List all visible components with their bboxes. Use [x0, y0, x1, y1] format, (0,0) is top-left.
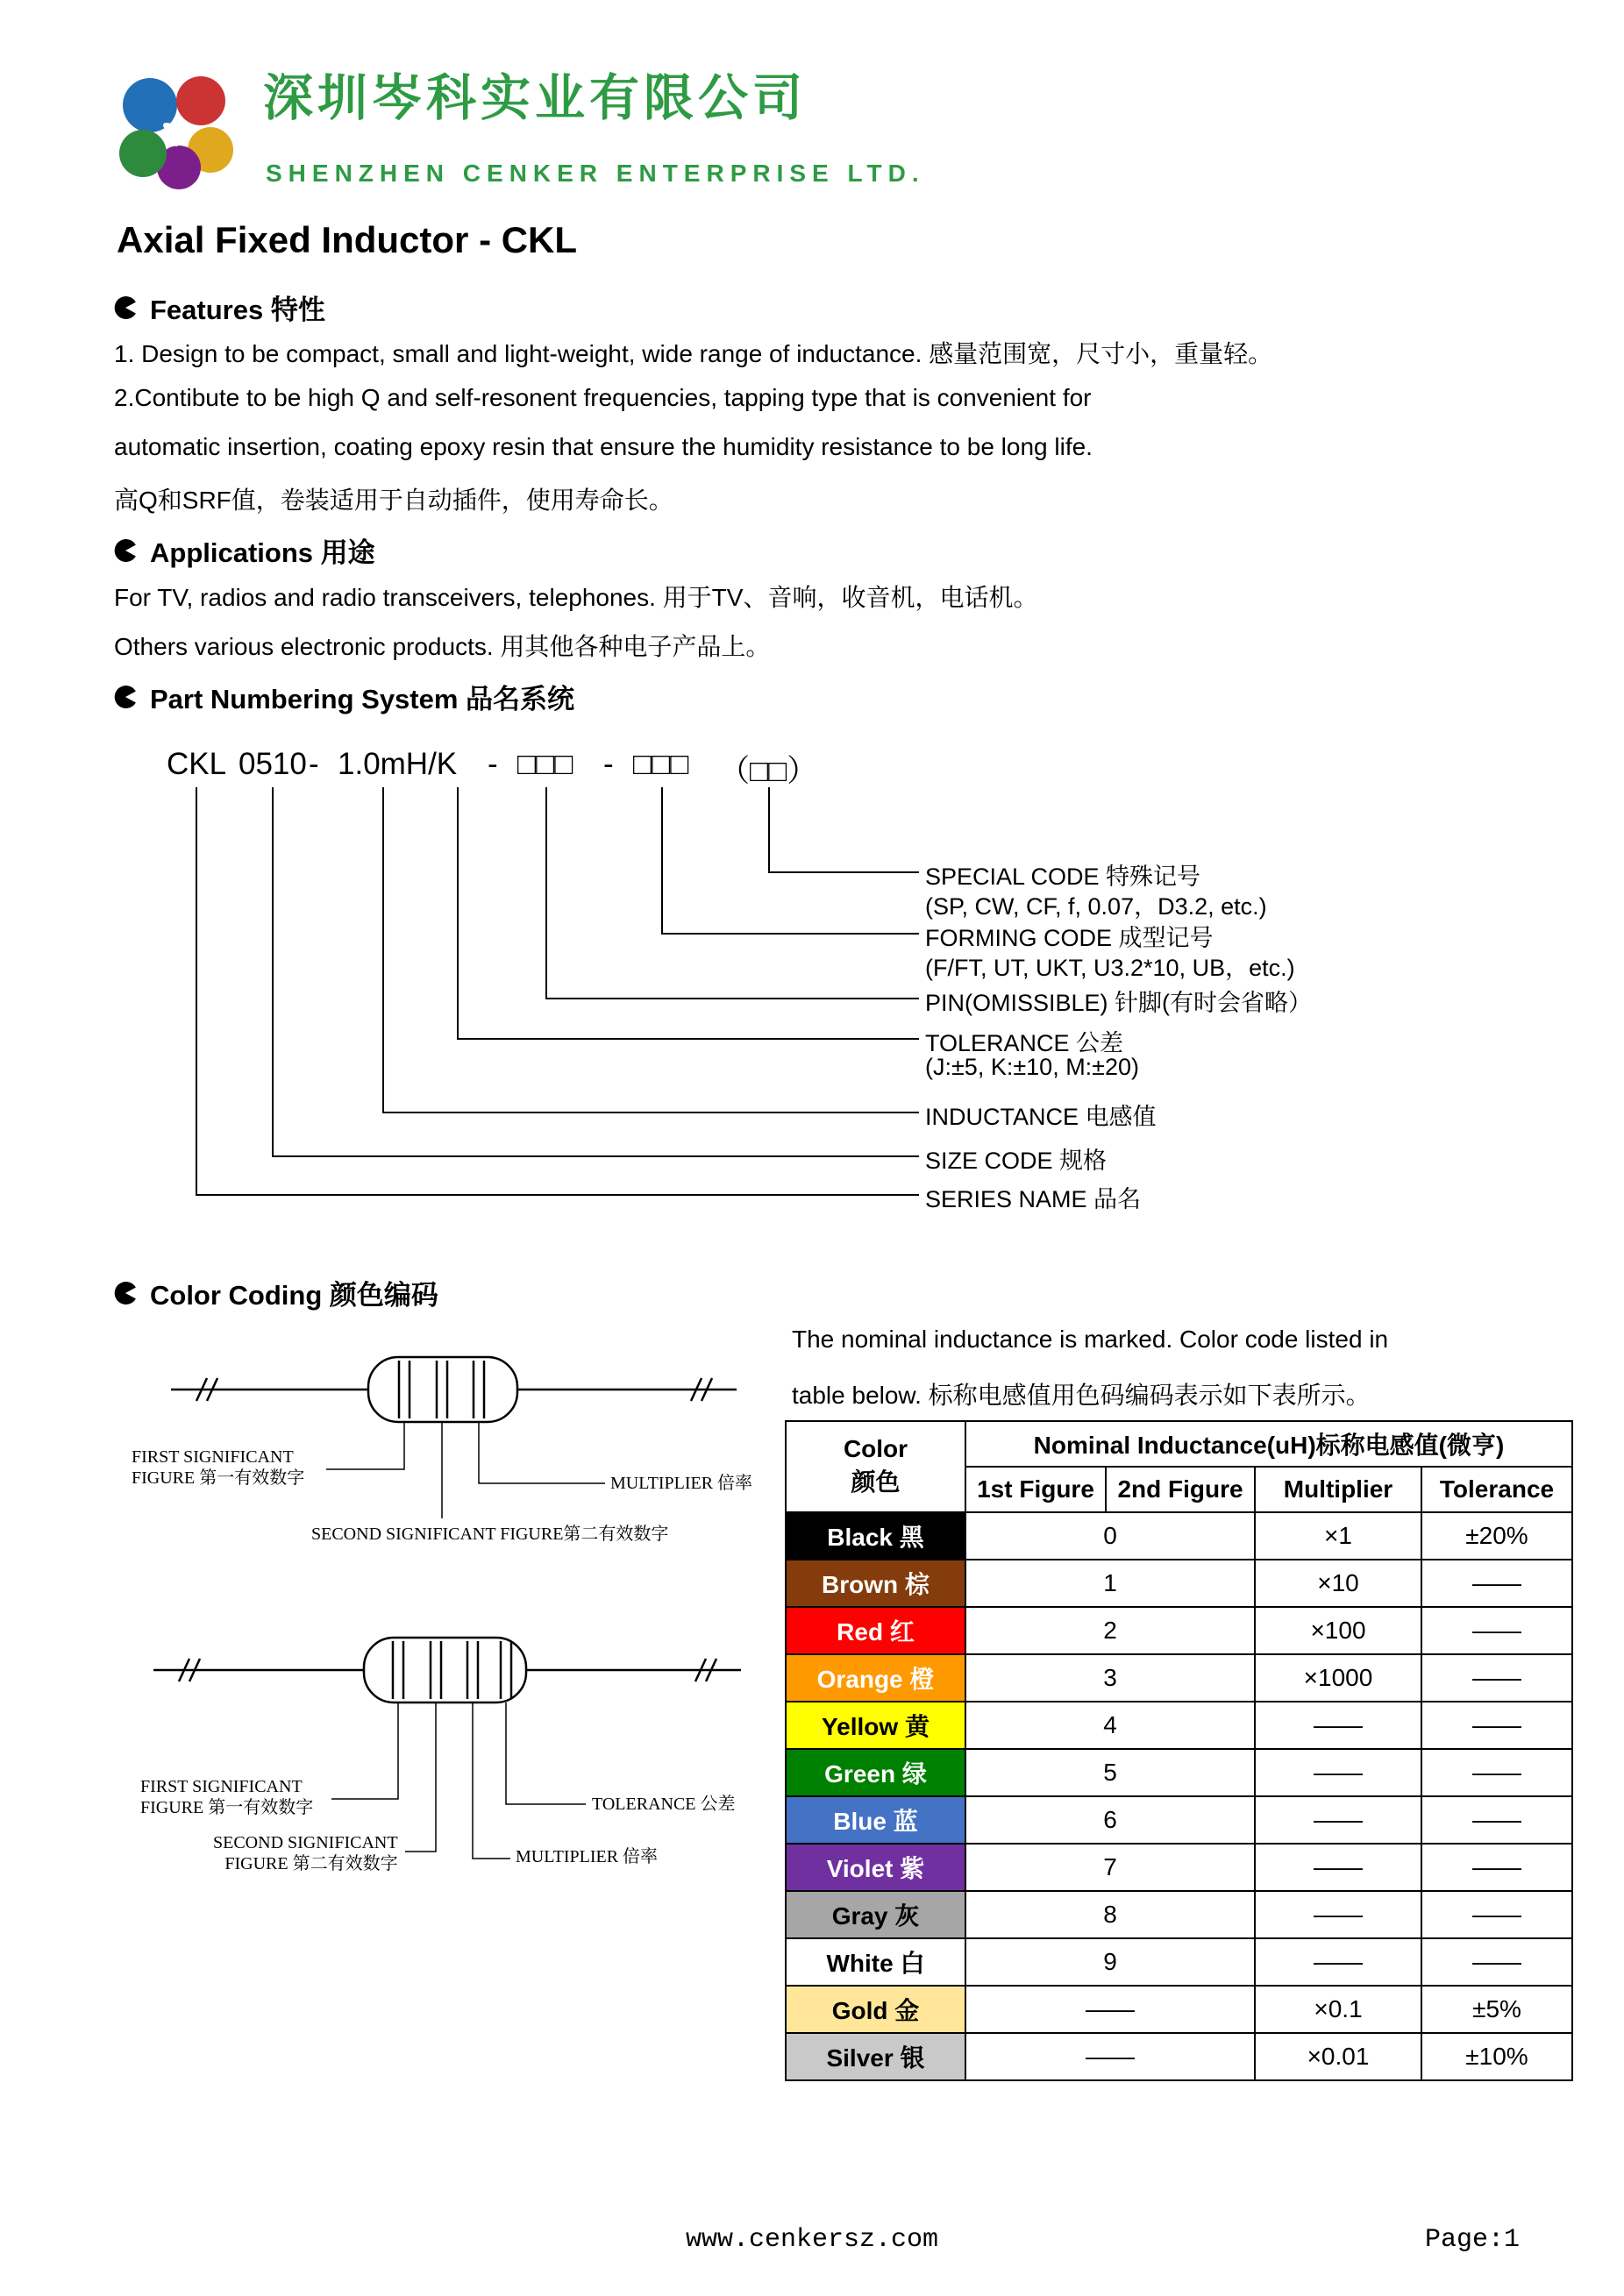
table-row-green — [786, 1749, 1572, 1796]
figure-cell: —— — [965, 2033, 1255, 2080]
callout-inductance: INDUCTANCE 电感值 — [925, 1104, 1157, 1130]
d1-first-line-2: FIGURE 第一有效数字 — [132, 1468, 305, 1488]
callout-pin: PIN(OMISSIBLE) 针脚(有时会省略） — [925, 990, 1313, 1016]
company-name-en: SHENZHEN CENKER ENTERPRISE LTD. — [266, 160, 925, 187]
multiplier-cell: ×1 — [1255, 1512, 1421, 1560]
figure-cell: 1 — [965, 1560, 1255, 1607]
figure-cell: 2 — [965, 1607, 1255, 1654]
multiplier-cell: —— — [1255, 1938, 1421, 1986]
tolerance-cell: —— — [1421, 1749, 1572, 1796]
table-row-black — [786, 1512, 1572, 1560]
color-name-cell: Silver 银 — [786, 2033, 965, 2080]
d1-first-significant-label — [132, 1447, 304, 1489]
d2-first-significant-label — [140, 1776, 313, 1818]
multiplier-cell: —— — [1255, 1749, 1421, 1796]
callout-series-name: SERIES NAME 品名 — [925, 1186, 1142, 1212]
footer-website: www.cenkersz.com — [685, 2225, 939, 2255]
tolerance-cell: —— — [1421, 1702, 1572, 1749]
figure-cell: 5 — [965, 1749, 1255, 1796]
d2-tolerance-label: TOLERANCE 公差 — [592, 1795, 736, 1814]
table-row-blue — [786, 1796, 1572, 1844]
tolerance-cell: —— — [1421, 1796, 1572, 1844]
multiplier-cell: —— — [1255, 1844, 1421, 1891]
tolerance-cell: —— — [1421, 1891, 1572, 1938]
color-name-cell: Yellow 黄 — [786, 1702, 965, 1749]
logo-petal-red — [176, 76, 225, 125]
color-header-en: Color — [843, 1435, 908, 1462]
nominal-inductance-header: Nominal Inductance(uH)标称电感值(微亨) — [965, 1421, 1572, 1467]
applications-line-1: For TV, radios and radio transceivers, telephones. 用于TV、音响，收音机，电话机。 — [114, 584, 1038, 611]
color-coding-heading — [114, 1273, 438, 1312]
figure-cell: 3 — [965, 1654, 1255, 1702]
header-1st-figure: 1st Figure — [965, 1467, 1106, 1512]
logo-petal-green — [119, 130, 167, 177]
color-coding-intro-2: table below. 标称电感值用色码编码表示如下表所示。 — [792, 1382, 1371, 1409]
table-row-gold — [786, 1986, 1572, 2033]
tolerance-cell: ±5% — [1421, 1986, 1572, 2033]
header-multiplier: Multiplier — [1255, 1467, 1421, 1512]
d1-second-significant-label: SECOND SIGNIFICANT FIGURE第二有效数字 — [311, 1525, 669, 1544]
callout-tolerance-detail: (J:±5, K:±10, M:±20) — [925, 1054, 1140, 1080]
applications-line-2: Others various electronic products. 用其他各种电子产品上。 — [114, 633, 771, 660]
features-line-1: 1. Design to be compact, small and light-weight, wide range of inductance. 感量范围宽，尺寸小，重量轻。 — [114, 340, 1273, 367]
d2-multiplier-label: MULTIPLIER 倍率 — [516, 1847, 659, 1866]
multiplier-cell: —— — [1255, 1891, 1421, 1938]
multiplier-cell: ×10 — [1255, 1560, 1421, 1607]
table-header-row-1 — [786, 1421, 1572, 1467]
multiplier-cell: —— — [1255, 1796, 1421, 1844]
color-name-cell: Green 绿 — [786, 1749, 965, 1796]
header-2nd-figure: 2nd Figure — [1106, 1467, 1255, 1512]
figure-cell: 0 — [965, 1512, 1255, 1560]
callout-forming-code: FORMING CODE 成型记号 — [925, 925, 1214, 951]
d2-second-significant-label — [213, 1832, 398, 1874]
features-line-3: automatic insertion, coating epoxy resin that ensure the humidity resistance to be long life. — [114, 433, 1093, 460]
d2-second-line-2: FIGURE 第二有效数字 — [224, 1854, 398, 1873]
section-bullet-icon — [114, 296, 137, 319]
footer-page-number: Page:1 — [1425, 2225, 1521, 2255]
color-name-cell: Red 红 — [786, 1607, 965, 1654]
section-bullet-icon — [114, 539, 137, 562]
color-name-cell: Orange 橙 — [786, 1654, 965, 1702]
callout-special-code: SPECIAL CODE 特殊记号 — [925, 864, 1201, 890]
color-name-cell: Gray 灰 — [786, 1891, 965, 1938]
callout-special-code-detail: (SP, CW, CF, f, 0.07，D3.2, etc.) — [925, 893, 1267, 920]
features-line-4: 高Q和SRF值，卷装适用于自动插件，使用寿命长。 — [114, 487, 673, 514]
features-heading-label: Features 特性 — [150, 295, 325, 325]
table-row-brown — [786, 1560, 1572, 1607]
figure-cell: 9 — [965, 1938, 1255, 1986]
table-row-orange — [786, 1654, 1572, 1702]
page-title: Axial Fixed Inductor - CKL — [117, 219, 578, 260]
company-logo — [102, 51, 251, 202]
company-name-cn: 深圳岑科实业有限公司 — [263, 70, 807, 126]
figure-cell: —— — [965, 1986, 1255, 2033]
d1-multiplier-label: MULTIPLIER 倍率 — [610, 1474, 753, 1493]
callout-forming-code-detail: (F/FT, UT, UKT, U3.2*10, UB，etc.) — [925, 955, 1295, 981]
part-number-series: CKL — [167, 747, 227, 781]
color-column-header — [786, 1421, 965, 1512]
multiplier-cell: ×100 — [1255, 1607, 1421, 1654]
table-row-silver — [786, 2033, 1572, 2080]
part-number-size: 0510 — [239, 747, 307, 781]
figure-cell: 6 — [965, 1796, 1255, 1844]
part-numbering-heading-label: Part Numbering System 品名系统 — [150, 684, 575, 714]
inductor-diagram-2 — [153, 1638, 741, 1859]
figure-cell: 7 — [965, 1844, 1255, 1891]
section-bullet-icon — [114, 1282, 137, 1304]
tolerance-cell: —— — [1421, 1654, 1572, 1702]
callout-size-code: SIZE CODE 规格 — [925, 1148, 1108, 1174]
tolerance-cell: ±10% — [1421, 2033, 1572, 2080]
part-number-special-boxes: （□□） — [719, 754, 818, 788]
color-name-cell: Violet 紫 — [786, 1844, 965, 1891]
figure-cell: 4 — [965, 1702, 1255, 1749]
tolerance-cell: ±20% — [1421, 1512, 1572, 1560]
part-number-dash-1: - — [309, 747, 319, 781]
header-tolerance: Tolerance — [1421, 1467, 1572, 1512]
table-row-white — [786, 1938, 1572, 1986]
features-line-2: 2.Contibute to be high Q and self-resonent frequencies, tapping type that is convenient for — [114, 384, 1092, 411]
multiplier-cell: ×0.01 — [1255, 2033, 1421, 2080]
d1-first-line-1: FIRST SIGNIFICANT — [132, 1447, 294, 1467]
tolerance-cell: —— — [1421, 1560, 1572, 1607]
multiplier-cell: —— — [1255, 1702, 1421, 1749]
multiplier-cell: ×1000 — [1255, 1654, 1421, 1702]
table-row-yellow — [786, 1702, 1572, 1749]
applications-heading — [114, 530, 375, 570]
part-number-dash-2: - — [488, 747, 498, 781]
tolerance-cell: —— — [1421, 1607, 1572, 1654]
d2-first-line-1: FIRST SIGNIFICANT — [140, 1777, 303, 1796]
color-name-cell: Gold 金 — [786, 1986, 965, 2033]
color-header-cn: 颜色 — [851, 1468, 901, 1496]
table-row-violet — [786, 1844, 1572, 1891]
features-heading — [114, 288, 325, 327]
section-bullet-icon — [114, 686, 137, 708]
inductor-diagram-1 — [171, 1357, 737, 1518]
d2-first-line-2: FIGURE 第一有效数字 — [140, 1798, 314, 1817]
color-name-cell: Blue 蓝 — [786, 1796, 965, 1844]
color-name-cell: White 白 — [786, 1938, 965, 1986]
color-code-table — [785, 1420, 1573, 2081]
d2-second-line-1: SECOND SIGNIFICANT — [213, 1833, 398, 1852]
color-coding-heading-label: Color Coding 颜色编码 — [150, 1280, 438, 1311]
color-name-cell: Brown 棕 — [786, 1560, 965, 1607]
part-number-inductance: 1.0mH/K — [338, 747, 458, 781]
part-number-pin-boxes: □□□ — [517, 747, 573, 781]
multiplier-cell: ×0.1 — [1255, 1986, 1421, 2033]
table-row-red — [786, 1607, 1572, 1654]
part-number-callout-lines — [196, 787, 919, 1195]
tolerance-cell: —— — [1421, 1938, 1572, 1986]
tolerance-cell: —— — [1421, 1844, 1572, 1891]
part-number-forming-boxes: □□□ — [633, 747, 689, 781]
color-name-cell: Black 黑 — [786, 1512, 965, 1560]
callout-tolerance: TOLERANCE 公差 — [925, 1030, 1124, 1056]
table-row-gray — [786, 1891, 1572, 1938]
part-number-dash-3: - — [603, 747, 614, 781]
part-numbering-heading — [114, 677, 574, 716]
figure-cell: 8 — [965, 1891, 1255, 1938]
applications-heading-label: Applications 用途 — [150, 537, 375, 568]
color-coding-intro-1: The nominal inductance is marked. Color code listed in — [792, 1326, 1389, 1353]
